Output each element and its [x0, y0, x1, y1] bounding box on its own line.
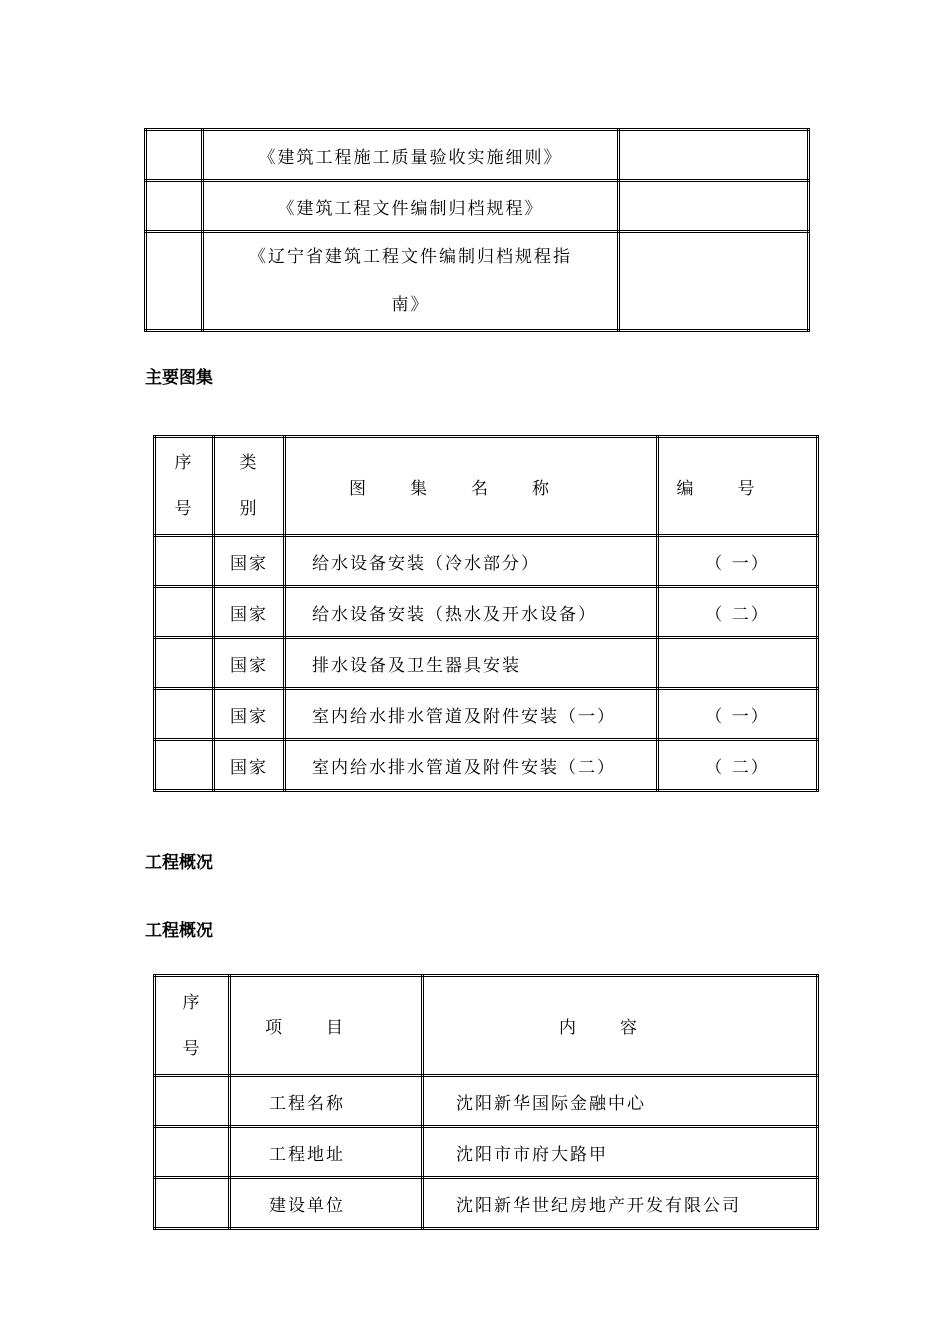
header-num: 序 号	[155, 437, 214, 536]
overview-heading-1: 工程概况	[145, 853, 213, 873]
overview-heading-2: 工程概况	[145, 921, 213, 941]
overview-table	[153, 974, 819, 1230]
atlas-table	[153, 435, 819, 792]
row-code	[658, 638, 818, 689]
row-category: 国家	[214, 740, 285, 791]
table-row	[155, 1076, 818, 1127]
row-code: （ 二）	[658, 587, 818, 638]
regulation-name: 《建筑工程施工质量验收实施细则》	[203, 130, 619, 181]
header-content: 内容	[423, 976, 818, 1076]
row-number	[155, 587, 214, 638]
row-number	[155, 1178, 230, 1229]
header-code: 编号	[658, 437, 818, 536]
row-number	[146, 232, 203, 331]
row-name: 室内给水排水管道及附件安装（一）	[285, 689, 658, 740]
regulation-name: 《建筑工程文件编制归档规程》	[203, 181, 619, 232]
table-row	[155, 587, 818, 638]
row-content: 沈阳新华世纪房地产开发有限公司	[423, 1178, 818, 1229]
row-item: 建设单位	[230, 1178, 423, 1229]
row-item: 工程地址	[230, 1127, 423, 1178]
table-row	[155, 638, 818, 689]
regulation-extra	[619, 181, 809, 232]
row-name: 排水设备及卫生器具安装	[285, 638, 658, 689]
table-row	[155, 689, 818, 740]
row-category: 国家	[214, 638, 285, 689]
regulation-name-line2: 南》	[391, 295, 430, 315]
row-code: （ 一）	[658, 689, 818, 740]
row-content: 沈阳新华国际金融中心	[423, 1076, 818, 1127]
table-header-row	[155, 437, 818, 536]
table-row	[146, 130, 809, 181]
row-category: 国家	[214, 536, 285, 587]
row-number	[155, 1127, 230, 1178]
header-category: 类 别	[214, 437, 285, 536]
table-row	[146, 181, 809, 232]
table-row	[155, 740, 818, 791]
header-name: 图集名称	[285, 437, 658, 536]
row-number	[155, 689, 214, 740]
row-code: （ 一）	[658, 536, 818, 587]
row-number	[155, 740, 214, 791]
regulation-extra	[619, 232, 809, 331]
table-row	[146, 232, 809, 331]
row-content: 沈阳市市府大路甲	[423, 1127, 818, 1178]
regulation-extra	[619, 130, 809, 181]
table-row	[155, 1178, 818, 1229]
row-number	[155, 1076, 230, 1127]
header-item: 项目	[230, 976, 423, 1076]
regulation-name	[203, 232, 619, 331]
row-number	[146, 181, 203, 232]
row-code: （ 二）	[658, 740, 818, 791]
row-number	[155, 638, 214, 689]
table-header-row	[155, 976, 818, 1076]
regulations-table	[144, 128, 810, 332]
row-number	[146, 130, 203, 181]
regulation-name-line1: 《辽宁省建筑工程文件编制归档规程指	[249, 247, 572, 267]
row-name: 给水设备安装（热水及开水设备）	[285, 587, 658, 638]
row-category: 国家	[214, 689, 285, 740]
row-item: 工程名称	[230, 1076, 423, 1127]
header-num: 序 号	[155, 976, 230, 1076]
atlas-heading: 主要图集	[145, 368, 213, 388]
row-number	[155, 536, 214, 587]
table-row	[155, 1127, 818, 1178]
row-name: 给水设备安装（冷水部分）	[285, 536, 658, 587]
row-category: 国家	[214, 587, 285, 638]
table-row	[155, 536, 818, 587]
row-name: 室内给水排水管道及附件安装（二）	[285, 740, 658, 791]
